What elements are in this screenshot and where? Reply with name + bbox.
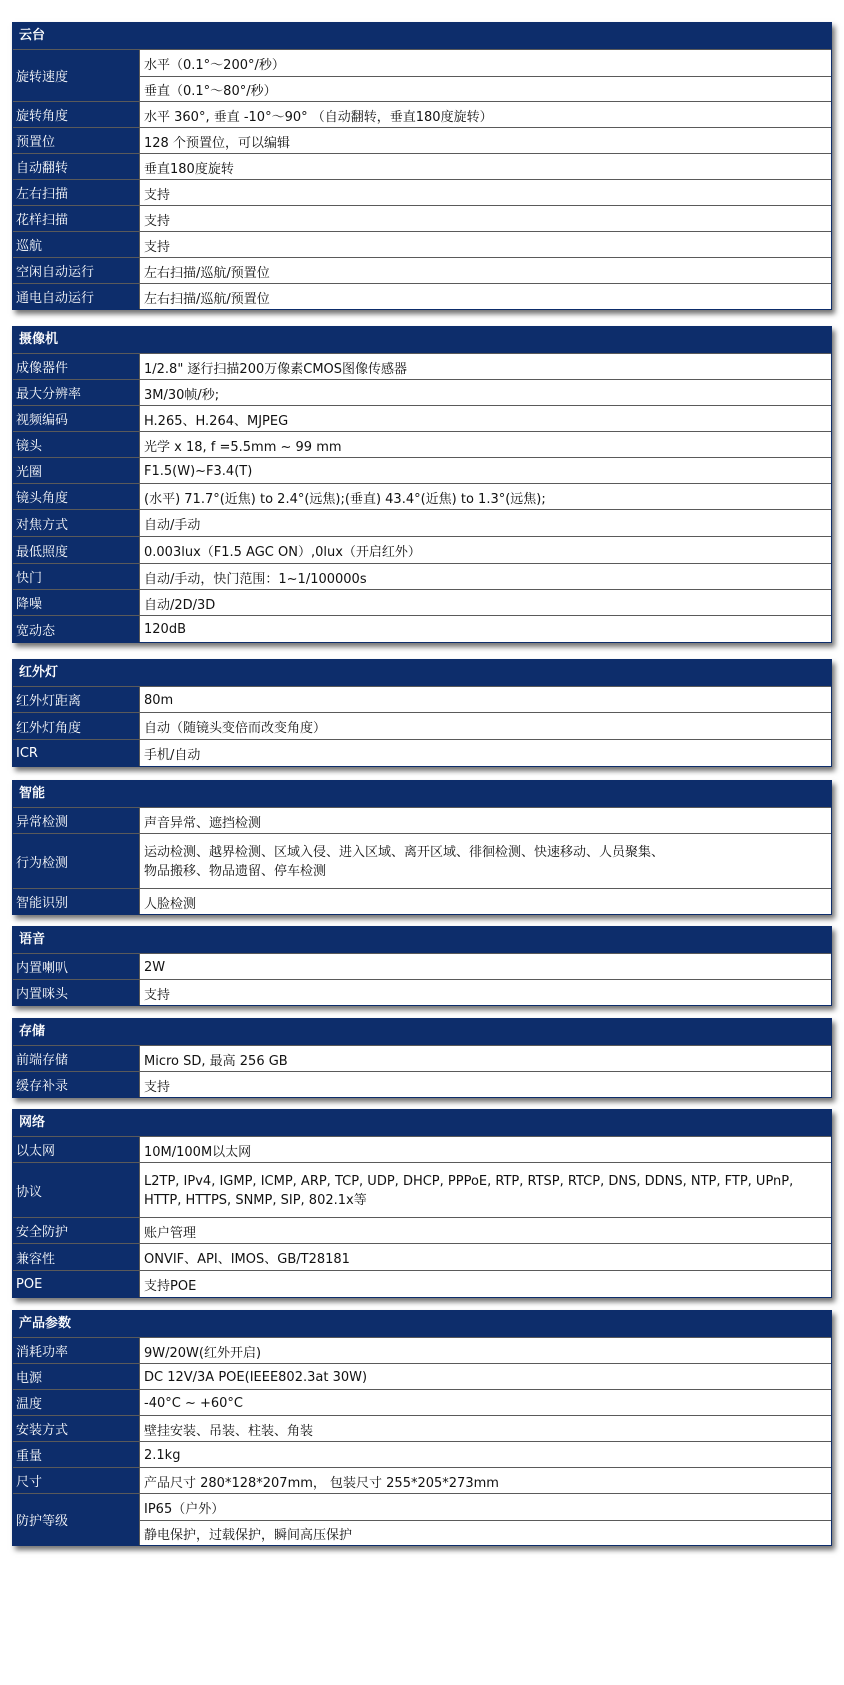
spec-value	[140, 1163, 831, 1218]
spec-row	[13, 979, 831, 1005]
section-title: 智能	[13, 781, 831, 807]
spec-value-line: 物品搬移、物品遗留、停车检测	[144, 863, 327, 879]
spec-row	[13, 1071, 831, 1097]
spec-value-line: H.265、H.264、MJPEG	[144, 413, 289, 429]
spec-label: 旋转角度	[13, 102, 139, 127]
spec-label: 前端存储	[13, 1046, 139, 1071]
spec-value	[140, 128, 831, 154]
spec-values	[139, 1338, 831, 1363]
spec-value-line: 支持	[144, 239, 171, 255]
spec-values	[139, 1218, 831, 1243]
spec-row	[13, 205, 831, 231]
spec-row	[13, 1243, 831, 1270]
spec-value	[140, 206, 831, 232]
spec-values	[139, 1416, 831, 1441]
spec-label: 花样扫描	[13, 206, 139, 231]
spec-row	[13, 353, 831, 379]
spec-value	[140, 1364, 831, 1390]
spec-value	[140, 232, 831, 258]
spec-values	[139, 564, 831, 589]
spec-value	[140, 258, 831, 284]
spec-row	[13, 179, 831, 205]
spec-row	[13, 405, 831, 431]
spec-values	[139, 484, 831, 509]
spec-label: 安全防护	[13, 1218, 139, 1243]
spec-label: 预置位	[13, 128, 139, 153]
spec-value-line: 3M/30帧/秒;	[144, 387, 220, 403]
spec-values	[139, 102, 831, 127]
spec-values	[139, 1046, 831, 1071]
spec-value	[140, 180, 831, 206]
spec-row	[13, 509, 831, 536]
spec-label: 降噪	[13, 590, 139, 615]
spec-value-line: 左右扫描/巡航/预置位	[144, 265, 270, 281]
spec-value-line: 10M/100M以太网	[144, 1144, 252, 1160]
spec-values	[139, 1137, 831, 1162]
spec-value-line: ONVIF、API、IMOS、GB/T28181	[144, 1252, 350, 1267]
spec-row	[13, 49, 831, 101]
spec-label: 快门	[13, 564, 139, 589]
spec-label: 巡航	[13, 232, 139, 257]
spec-value	[140, 1271, 831, 1298]
spec-values	[139, 128, 831, 153]
spec-label: 防护等级	[13, 1494, 139, 1545]
spec-row	[13, 953, 831, 979]
spec-row	[13, 431, 831, 457]
spec-values	[139, 1442, 831, 1467]
spec-label: 成像器件	[13, 354, 139, 379]
spec-label: 宽动态	[13, 616, 139, 642]
spec-value-line: 支持	[144, 213, 171, 229]
spec-row	[13, 231, 831, 257]
spec-value	[140, 1072, 831, 1098]
spec-value	[140, 687, 831, 713]
spec-value	[140, 1218, 831, 1244]
spec-row	[13, 1389, 831, 1415]
spec-value	[140, 808, 831, 834]
spec-row	[13, 1467, 831, 1493]
spec-values	[139, 616, 831, 642]
spec-values	[139, 537, 831, 563]
spec-values	[139, 590, 831, 615]
spec-row	[13, 1415, 831, 1441]
spec-value	[140, 954, 831, 980]
spec-label: 对焦方式	[13, 510, 139, 536]
spec-row	[13, 536, 831, 563]
spec-label: 最低照度	[13, 537, 139, 563]
spec-row	[13, 833, 831, 888]
spec-row	[13, 379, 831, 405]
spec-values	[139, 1163, 831, 1217]
spec-label: 缓存补录	[13, 1072, 139, 1097]
spec-row	[13, 101, 831, 127]
spec-row	[13, 615, 831, 642]
spec-label: 行为检测	[13, 834, 139, 888]
spec-value	[140, 406, 831, 432]
spec-label: 协议	[13, 1163, 139, 1217]
spec-value	[140, 76, 831, 102]
spec-label: 内置咪头	[13, 980, 139, 1005]
spec-row	[13, 1217, 831, 1243]
spec-row	[13, 888, 831, 914]
spec-value-line: 自动（随镜头变倍而改变角度）	[144, 721, 327, 736]
spec-label: 通电自动运行	[13, 284, 139, 309]
spec-row	[13, 1136, 831, 1162]
spec-section	[12, 780, 832, 915]
spec-value-line: 左右扫描/巡航/预置位	[144, 291, 270, 307]
spec-value-line: 账户管理	[144, 1225, 197, 1241]
spec-label: 红外灯距离	[13, 687, 139, 712]
spec-label: 异常检测	[13, 808, 139, 833]
spec-label: ICR	[13, 740, 139, 766]
spec-value	[140, 834, 831, 889]
spec-values	[139, 889, 831, 914]
spec-label: 安装方式	[13, 1416, 139, 1441]
spec-value-line: -40°C ~ +60°C	[144, 1395, 243, 1411]
spec-value-line: 0.003lux（F1.5 AGC ON）,0lux（开启红外）	[144, 545, 421, 560]
spec-values	[139, 284, 831, 309]
spec-values	[139, 1494, 831, 1545]
spec-value	[140, 1416, 831, 1442]
section-title: 网络	[13, 1110, 831, 1136]
spec-label: 镜头角度	[13, 484, 139, 509]
spec-value-line: 水平（0.1°～200°/秒）	[144, 57, 285, 73]
spec-label: 智能识别	[13, 889, 139, 914]
spec-value-line: 2.1kg	[144, 1447, 181, 1463]
spec-value-line: 自动/手动，快门范围：1~1/100000s	[144, 571, 367, 587]
spec-value	[140, 510, 831, 537]
spec-value	[140, 1338, 831, 1364]
spec-label: 红外灯角度	[13, 713, 139, 739]
spec-value-line: 产品尺寸 280*128*207mm， 包装尺寸 255*205*273mm	[144, 1475, 499, 1491]
spec-values	[139, 808, 831, 833]
spec-value-line: 壁挂安装、吊装、柱装、角装	[144, 1423, 314, 1439]
spec-row	[13, 1045, 831, 1071]
spec-row	[13, 1441, 831, 1467]
spec-section	[12, 22, 832, 310]
spec-row	[13, 283, 831, 309]
spec-value	[140, 1520, 831, 1546]
spec-value-line: 水平 360°, 垂直 -10°～90° （自动翻转，垂直180度旋转）	[144, 109, 493, 125]
spec-row	[13, 153, 831, 179]
spec-row	[13, 563, 831, 589]
spec-values	[139, 1072, 831, 1097]
spec-label: 视频编码	[13, 406, 139, 431]
spec-label: 左右扫描	[13, 180, 139, 205]
spec-value	[140, 354, 831, 380]
spec-row	[13, 257, 831, 283]
spec-value	[140, 458, 831, 484]
spec-values	[139, 354, 831, 379]
spec-values	[139, 1244, 831, 1270]
spec-values	[139, 713, 831, 739]
spec-values	[139, 232, 831, 257]
spec-value	[140, 590, 831, 616]
spec-value-line: 静电保护，过载保护，瞬间高压保护	[144, 1528, 353, 1543]
spec-value	[140, 1468, 831, 1494]
spec-value	[140, 284, 831, 310]
spec-value	[140, 1244, 831, 1271]
spec-value-line: 支持	[144, 987, 171, 1003]
spec-label: 镜头	[13, 432, 139, 457]
spec-value	[140, 1046, 831, 1072]
section-title: 产品参数	[13, 1311, 831, 1337]
spec-values	[139, 458, 831, 483]
spec-section	[12, 1109, 832, 1298]
spec-label: POE	[13, 1271, 139, 1297]
spec-row	[13, 807, 831, 833]
spec-label: 光圈	[13, 458, 139, 483]
spec-values	[139, 180, 831, 205]
spec-label: 空闲自动运行	[13, 258, 139, 283]
spec-value-line: 声音异常、遮挡检测	[144, 815, 262, 831]
spec-value-line: 1/2.8" 逐行扫描200万像素CMOS图像传感器	[144, 361, 408, 377]
spec-row	[13, 712, 831, 739]
spec-value-line: Micro SD, 最高 256 GB	[144, 1053, 288, 1069]
spec-value-line: HTTP, HTTPS, SNMP, SIP, 802.1x等	[144, 1192, 367, 1208]
spec-values	[139, 1468, 831, 1493]
spec-label: 兼容性	[13, 1244, 139, 1270]
spec-value	[140, 980, 831, 1006]
spec-value	[140, 1137, 831, 1163]
spec-value	[140, 537, 831, 564]
spec-values	[139, 1364, 831, 1389]
spec-value-line: 120dB	[144, 622, 186, 637]
spec-row	[13, 457, 831, 483]
spec-row	[13, 127, 831, 153]
spec-value	[140, 889, 831, 915]
spec-value-line: 光学 x 18, f =5.5mm ~ 99 mm	[144, 439, 342, 455]
spec-values	[139, 687, 831, 712]
spec-value-line: 支持POE	[144, 1279, 197, 1294]
spec-value-line: 2W	[144, 959, 166, 975]
spec-values	[139, 1271, 831, 1297]
spec-row	[13, 1162, 831, 1217]
spec-values	[139, 510, 831, 536]
spec-values	[139, 406, 831, 431]
spec-values	[139, 154, 831, 179]
spec-row	[13, 1337, 831, 1363]
spec-value-line: 9W/20W(红外开启)	[144, 1345, 262, 1361]
spec-row	[13, 739, 831, 766]
section-title: 存储	[13, 1019, 831, 1045]
spec-value-line: 自动/手动	[144, 518, 201, 533]
spec-value	[140, 713, 831, 740]
section-title: 摄像机	[13, 327, 831, 353]
spec-label: 电源	[13, 1364, 139, 1389]
spec-value-line: 手机/自动	[144, 748, 201, 763]
spec-value-line: F1.5(W)~F3.4(T)	[144, 463, 253, 479]
spec-label: 消耗功率	[13, 1338, 139, 1363]
spec-value-line: IP65（户外）	[144, 1501, 225, 1517]
spec-value-line: 垂直（0.1°～80°/秒）	[144, 84, 277, 99]
spec-row	[13, 1493, 831, 1545]
spec-label: 以太网	[13, 1137, 139, 1162]
spec-value	[140, 1494, 831, 1520]
spec-section	[12, 1018, 832, 1098]
spec-row	[13, 1270, 831, 1297]
spec-values	[139, 980, 831, 1005]
spec-value	[140, 484, 831, 510]
spec-values	[139, 740, 831, 766]
spec-values	[139, 380, 831, 405]
section-title: 云台	[13, 23, 831, 49]
section-title: 语音	[13, 927, 831, 953]
spec-value	[140, 1442, 831, 1468]
spec-value	[140, 616, 831, 643]
spec-label: 自动翻转	[13, 154, 139, 179]
spec-value-line: 支持	[144, 187, 171, 203]
spec-section	[12, 926, 832, 1006]
spec-value	[140, 102, 831, 128]
spec-value-line: L2TP, IPv4, IGMP, ICMP, ARP, TCP, UDP, DHCP, PPPoE, RTP, RTSP, RTCP, DNS, DDNS, NTP, FTP, UPnP,	[144, 1173, 794, 1189]
section-title: 红外灯	[13, 660, 831, 686]
spec-value-line: 80m	[144, 692, 174, 708]
spec-values	[139, 258, 831, 283]
spec-value	[140, 154, 831, 180]
spec-label: 温度	[13, 1390, 139, 1415]
spec-row	[13, 483, 831, 509]
spec-label: 尺寸	[13, 1468, 139, 1493]
spec-value-line: 运动检测、越界检测、区域入侵、进入区域、离开区域、徘徊检测、快速移动、人员聚集、	[144, 844, 665, 860]
spec-value-line: 自动/2D/3D	[144, 597, 216, 613]
spec-values	[139, 432, 831, 457]
spec-row	[13, 1363, 831, 1389]
spec-label: 旋转速度	[13, 50, 139, 101]
spec-value	[140, 50, 831, 76]
spec-values	[139, 1390, 831, 1415]
spec-values	[139, 834, 831, 888]
spec-value-line: 支持	[144, 1079, 171, 1095]
spec-value-line: 128 个预置位，可以编辑	[144, 135, 290, 151]
spec-value	[140, 432, 831, 458]
spec-value	[140, 380, 831, 406]
spec-values	[139, 50, 831, 101]
spec-row	[13, 589, 831, 615]
spec-value-line: DC 12V/3A POE(IEEE802.3at 30W)	[144, 1369, 368, 1385]
spec-value-line: 垂直180度旋转	[144, 161, 234, 177]
spec-label: 最大分辨率	[13, 380, 139, 405]
spec-section	[12, 1310, 832, 1546]
spec-label: 内置喇叭	[13, 954, 139, 979]
spec-value-line: 人脸检测	[144, 896, 197, 912]
spec-values	[139, 206, 831, 231]
spec-value	[140, 564, 831, 590]
spec-values	[139, 954, 831, 979]
spec-section	[12, 326, 832, 643]
spec-label: 重量	[13, 1442, 139, 1467]
spec-section	[12, 659, 832, 767]
spec-row	[13, 686, 831, 712]
spec-value-line: (水平) 71.7°(近焦) to 2.4°(远焦);(垂直) 43.4°(近焦) to 1.3°(远焦);	[144, 491, 546, 507]
spec-value	[140, 1390, 831, 1416]
spec-value	[140, 740, 831, 767]
